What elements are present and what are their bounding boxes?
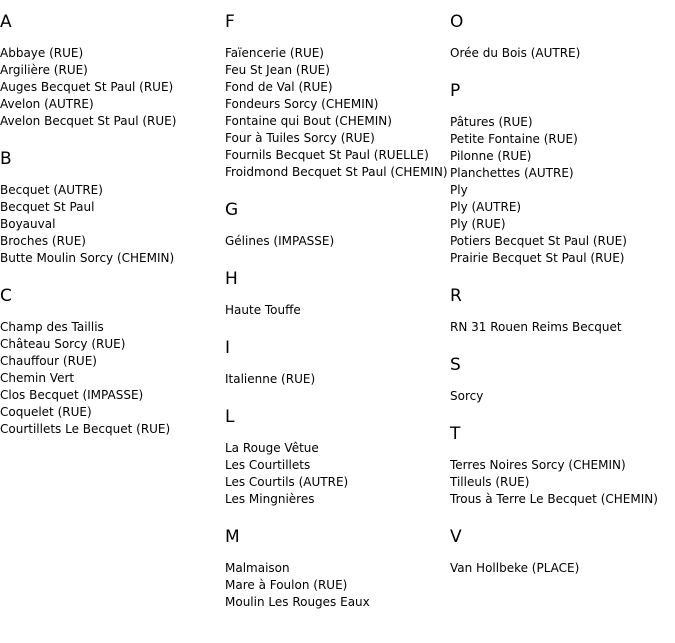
street-list <box>225 233 450 250</box>
letter-section <box>225 12 450 181</box>
street-name: Courtillets Le Becquet (RUE) <box>0 422 171 436</box>
letter-section <box>450 355 675 405</box>
street-name: Avelon (AUTRE) <box>0 97 94 111</box>
letter-section <box>450 527 675 577</box>
street-name: Fond de Val (RUE) <box>225 80 333 94</box>
street-name: Haute Touffe <box>225 303 301 317</box>
letter-section <box>450 286 675 336</box>
street-name: Ply <box>450 183 468 197</box>
street-name: Four à Tuiles Sorcy (RUE) <box>225 131 375 145</box>
section-letter-heading: G <box>225 200 239 220</box>
index-column <box>225 0 450 611</box>
street-list <box>0 319 225 438</box>
letter-section <box>225 527 450 611</box>
street-name: Fournils Becquet St Paul (RUELLE) <box>225 148 429 162</box>
street-name: Becquet (AUTRE) <box>0 183 103 197</box>
street-name: Feu St Jean (RUE) <box>225 63 330 77</box>
street-list <box>450 114 675 267</box>
letter-section <box>450 424 675 508</box>
street-name: Froidmond Becquet St Paul (CHEMIN) <box>225 165 448 179</box>
letter-section <box>450 12 675 62</box>
street-name: Moulin Les Rouges Eaux <box>225 595 370 609</box>
street-name: Château Sorcy (RUE) <box>0 337 126 351</box>
street-name: Coquelet (RUE) <box>0 405 92 419</box>
section-letter-heading: A <box>0 12 12 32</box>
street-name: Tilleuls (RUE) <box>450 475 530 489</box>
street-name: Mare à Foulon (RUE) <box>225 578 348 592</box>
street-name: La Rouge Vêtue <box>225 441 319 455</box>
street-name: Terres Noires Sorcy (CHEMIN) <box>450 458 626 472</box>
street-name: Pilonne (RUE) <box>450 149 532 163</box>
street-name: Pâtures (RUE) <box>450 115 533 129</box>
street-name: Boyauval <box>0 217 56 231</box>
street-name: Fontaine qui Bout (CHEMIN) <box>225 114 392 128</box>
section-letter-heading: F <box>225 12 235 32</box>
street-list <box>0 182 225 267</box>
street-list <box>450 560 675 577</box>
street-name: Butte Moulin Sorcy (CHEMIN) <box>0 251 175 265</box>
street-list <box>450 388 675 405</box>
section-letter-heading: P <box>450 81 461 101</box>
street-name: Avelon Becquet St Paul (RUE) <box>0 114 177 128</box>
section-letter-heading: C <box>0 286 12 306</box>
street-list <box>225 45 450 181</box>
letter-section <box>0 12 225 130</box>
street-name: Becquet St Paul <box>0 200 95 214</box>
section-letter-heading: L <box>225 407 235 427</box>
street-name: Fondeurs Sorcy (CHEMIN) <box>225 97 379 111</box>
street-name: Clos Becquet (IMPASSE) <box>0 388 144 402</box>
letter-section <box>450 81 675 267</box>
street-name: Van Hollbeke (PLACE) <box>450 561 580 575</box>
section-letter-heading: I <box>225 338 231 358</box>
street-name: RN 31 Rouen Reims Becquet <box>450 320 622 334</box>
street-name: Malmaison <box>225 561 290 575</box>
street-name: Champ des Taillis <box>0 320 104 334</box>
street-list <box>450 319 675 336</box>
street-name: Chemin Vert <box>0 371 75 385</box>
section-letter-heading: H <box>225 269 238 289</box>
street-name: Faïencerie (RUE) <box>225 46 324 60</box>
index-column <box>450 0 675 577</box>
street-list <box>225 371 450 388</box>
street-name: Trous à Terre Le Becquet (CHEMIN) <box>450 492 658 506</box>
letter-section <box>225 407 450 508</box>
street-name: Sorcy <box>450 389 484 403</box>
street-list <box>225 440 450 508</box>
street-name: Abbaye (RUE) <box>0 46 84 60</box>
street-name: Les Mingnières <box>225 492 315 506</box>
street-name: Broches (RUE) <box>0 234 86 248</box>
street-name: Gélines (IMPASSE) <box>225 234 335 248</box>
letter-section <box>0 149 225 267</box>
section-letter-heading: O <box>450 12 464 32</box>
section-letter-heading: S <box>450 355 461 375</box>
section-letter-heading: R <box>450 286 462 306</box>
letter-section <box>225 200 450 250</box>
section-letter-heading: B <box>0 149 12 169</box>
letter-section <box>225 338 450 388</box>
street-name: Italienne (RUE) <box>225 372 316 386</box>
street-name: Potiers Becquet St Paul (RUE) <box>450 234 627 248</box>
section-letter-heading: V <box>450 527 462 547</box>
street-name: Petite Fontaine (RUE) <box>450 132 578 146</box>
street-name: Planchettes (AUTRE) <box>450 166 574 180</box>
section-letter-heading: T <box>450 424 461 444</box>
street-name: Prairie Becquet St Paul (RUE) <box>450 251 625 265</box>
section-letter-heading: M <box>225 527 240 547</box>
letter-section <box>225 269 450 319</box>
street-list <box>0 45 225 130</box>
street-name: Les Courtillets <box>225 458 311 472</box>
street-name: Ply (RUE) <box>450 217 506 231</box>
street-name: Chauffour (RUE) <box>0 354 97 368</box>
street-name: Auges Becquet St Paul (RUE) <box>0 80 174 94</box>
street-name: Argilière (RUE) <box>0 63 88 77</box>
street-list <box>450 457 675 508</box>
index-column <box>0 0 225 438</box>
street-list <box>225 560 450 611</box>
street-list <box>450 45 675 62</box>
street-name: Les Courtils (AUTRE) <box>225 475 349 489</box>
letter-section <box>0 286 225 438</box>
street-name: Ply (AUTRE) <box>450 200 522 214</box>
street-list <box>225 302 450 319</box>
street-name: Orée du Bois (AUTRE) <box>450 46 581 60</box>
